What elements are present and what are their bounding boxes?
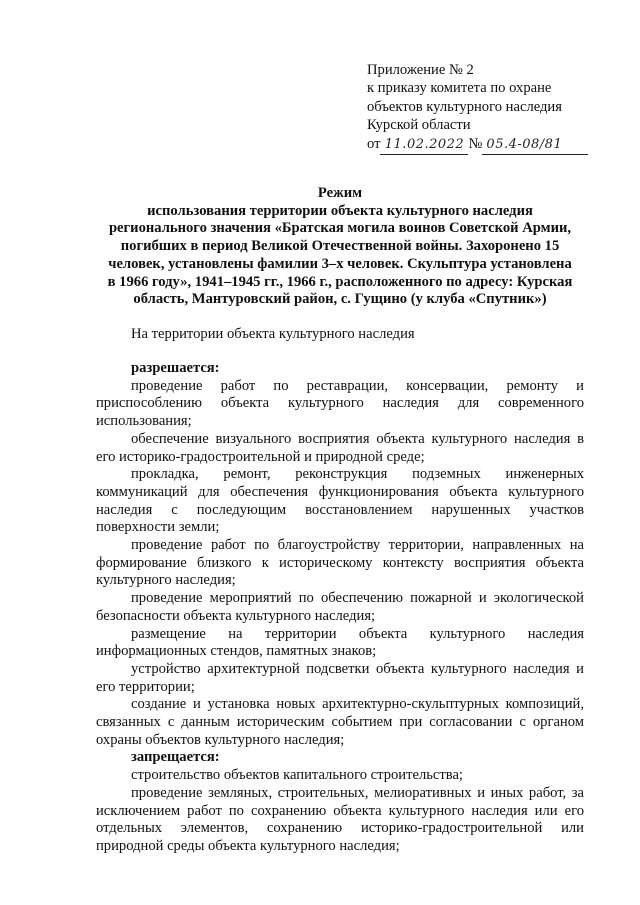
document-title <box>96 185 584 309</box>
regime-body <box>96 360 584 856</box>
appendix-line-3: объектов культурного наследия <box>367 98 562 115</box>
forbidden-item: строительство объектов капитального строительства; <box>131 767 463 784</box>
appendix-line-2: к приказу комитета по охране <box>367 80 552 97</box>
date-prefix: от <box>367 135 381 152</box>
appendix-block <box>367 61 627 155</box>
handwritten-number: 05.4-08/81 <box>482 136 588 155</box>
intro-text: На территории объекта культурного наследия <box>131 326 415 342</box>
title-line: погибших в период Великой Отечественной войны. Захоронено 15 <box>120 238 560 255</box>
allowed-item: прокладка, ремонт, реконструкция подземных инженерных коммуникаций для обеспечения функционирования объекта культурного наследия с последующим восстановлением нарушенных участков поверхности земли; <box>96 466 584 536</box>
forbidden-item: проведение земляных, строительных, мелиоративных и иных работ, за исключением работ по сохранению объекта культурного наследия или его отдельных элементов, сохранению историко-градостроительной или природной среды объекта культурного наследия; <box>96 784 584 854</box>
title-heading: Режим <box>317 185 363 201</box>
handwritten-date: 11.02.2022 <box>380 136 468 155</box>
forbidden-heading: запрещается: <box>131 749 220 766</box>
title-line: область, Мантуровский район, с. Гущино (у клуба «Спутник») <box>133 291 547 308</box>
title-line: человек, установлены фамилии 3–х человек. Скульптура установлена <box>108 255 572 272</box>
title-line: регионального значения «Братская могила воинов Советской Армии, <box>108 220 572 237</box>
title-line: в 1966 году», 1941–1945 гг., 1966 г., расположенного по адресу: Курская <box>107 273 573 290</box>
number-prefix: № <box>468 135 483 152</box>
allowed-item: создание и установка новых архитектурно-скульптурных композиций, связанных с данным историческим событием при согласовании с органом охраны объектов культурного наследия; <box>96 696 584 748</box>
appendix-date-line <box>367 135 627 155</box>
allowed-item: размещение на территории объекта культурного наследия информационных стендов, памятных знаков; <box>96 625 584 660</box>
allowed-item: обеспечение визуального восприятия объекта культурного наследия в его историко-градостроительной и природной среде; <box>96 430 584 465</box>
allowed-item: устройство архитектурной подсветки объекта культурного наследия и его территории; <box>96 660 584 695</box>
allowed-item: проведение работ по реставрации, консервации, ремонту и приспособлению объекта культурного наследия для современного использования; <box>96 377 584 430</box>
allowed-heading: разрешается: <box>131 360 220 376</box>
appendix-line-4: Курской области <box>367 117 471 134</box>
title-line: использования территории объекта культурного наследия <box>147 202 533 219</box>
allowed-item: проведение мероприятий по обеспечению пожарной и экологической безопасности объекта культурного наследия; <box>96 590 584 624</box>
appendix-line-1: Приложение № 2 <box>367 62 474 78</box>
allowed-item: проведение работ по благоустройству территории, направленных на формирование близкого к историческому контексту восприятия объекта культурного наследия; <box>96 537 584 589</box>
